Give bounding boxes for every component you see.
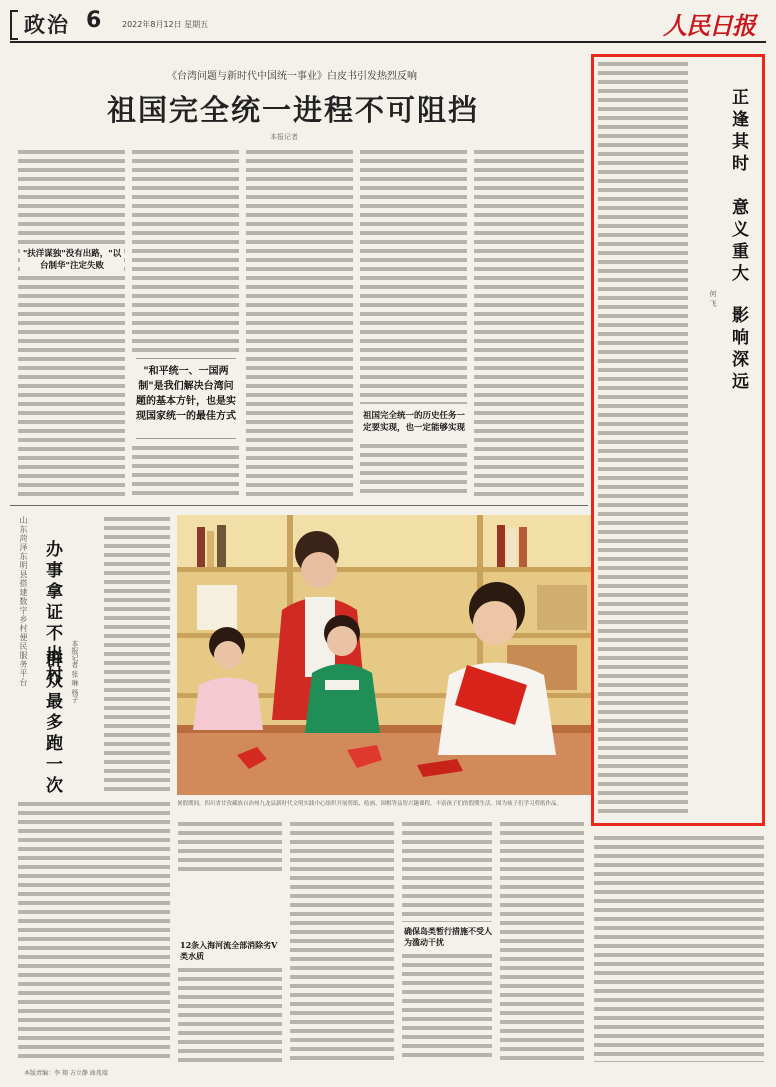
- article-subhead-3: 祖国完全统一的历史任务一定要实现，也一定能够实现: [362, 411, 465, 433]
- commentary-headline-2: 意义重大: [728, 198, 748, 286]
- side-story-kicker: 山东菏泽东明县搭建数字乡村便民服务平台: [19, 516, 28, 687]
- bottom-column-2: [290, 820, 394, 1062]
- bottom-headline-1: 12条入海河流全部消除劣Ⅴ类水质: [180, 940, 278, 961]
- bottom-column-1b: [178, 966, 282, 1062]
- article-column-4: [360, 148, 467, 404]
- article-pull-quote: "和平统一、一国两制"是我们解决台湾问题的基本方针，也是实现国家统一的最佳方式: [136, 366, 236, 422]
- publication-date: 2022年8月12日 星期五: [122, 20, 209, 29]
- side-story-byline: 本报记者 张 琳 杨子: [71, 640, 79, 703]
- bottom-column-1: [178, 820, 282, 875]
- bottom-column-3b: [402, 952, 492, 1062]
- article-column-2b: [132, 444, 239, 496]
- section-title: 政治: [24, 13, 70, 37]
- page-footer-credits: 本版责编：李 翔 方立静 曲兆瑞: [24, 1070, 108, 1077]
- masthead-logo: 人民日报: [663, 11, 755, 40]
- news-photo: [177, 515, 591, 795]
- commentary-body-left: [598, 60, 688, 816]
- side-story-body-right: [104, 515, 170, 795]
- article-column-4b: [360, 442, 467, 496]
- side-story-body-bottom: [18, 800, 170, 1062]
- page-number: 6: [86, 8, 102, 33]
- article-headline: 祖国完全统一进程不可阻挡: [106, 93, 479, 127]
- commentary-headline-3: 影响深远: [728, 306, 748, 394]
- side-story-title-2: 群众最多跑一次: [42, 650, 62, 797]
- article-column-2: [132, 148, 239, 353]
- section-bracket: [10, 10, 18, 40]
- article-subhead-1: "扶洋谋独"没有出路，"以台制华"注定失败: [20, 248, 124, 272]
- article-column-5: [474, 148, 584, 496]
- commentary-author: 何 飞: [709, 290, 717, 307]
- pull-quote-rule-bottom: [136, 438, 236, 439]
- section-divider: [10, 505, 588, 506]
- photo-caption: 暑假期间，四川省甘孜藏族自治州九龙县新时代文明实践中心组织开展剪纸、绘画、围棋等益智兴趣课程，丰富孩子们的假期生活。图为孩子们学习剪纸作品。: [177, 801, 563, 807]
- header-rule: [10, 41, 766, 43]
- side-story-title-1: 办事拿证不出村: [42, 540, 62, 687]
- article-kicker: 《台湾问题与新时代中国统一事业》白皮书引发热烈反响: [167, 71, 417, 82]
- commentary-headline-1: 正逢其时: [728, 88, 748, 176]
- bottom-headline-2: 确保岛类暂行措施不受人为滥动干扰: [404, 926, 492, 947]
- article-byline: 本报记者: [270, 133, 298, 141]
- bottom-column-4: [500, 820, 584, 1062]
- bottom-column-3: [402, 820, 492, 922]
- article-column-3: [246, 148, 353, 496]
- bottom-column-5: [594, 834, 764, 1062]
- pull-quote-rule-top: [136, 358, 236, 359]
- article-column-1: [18, 148, 125, 496]
